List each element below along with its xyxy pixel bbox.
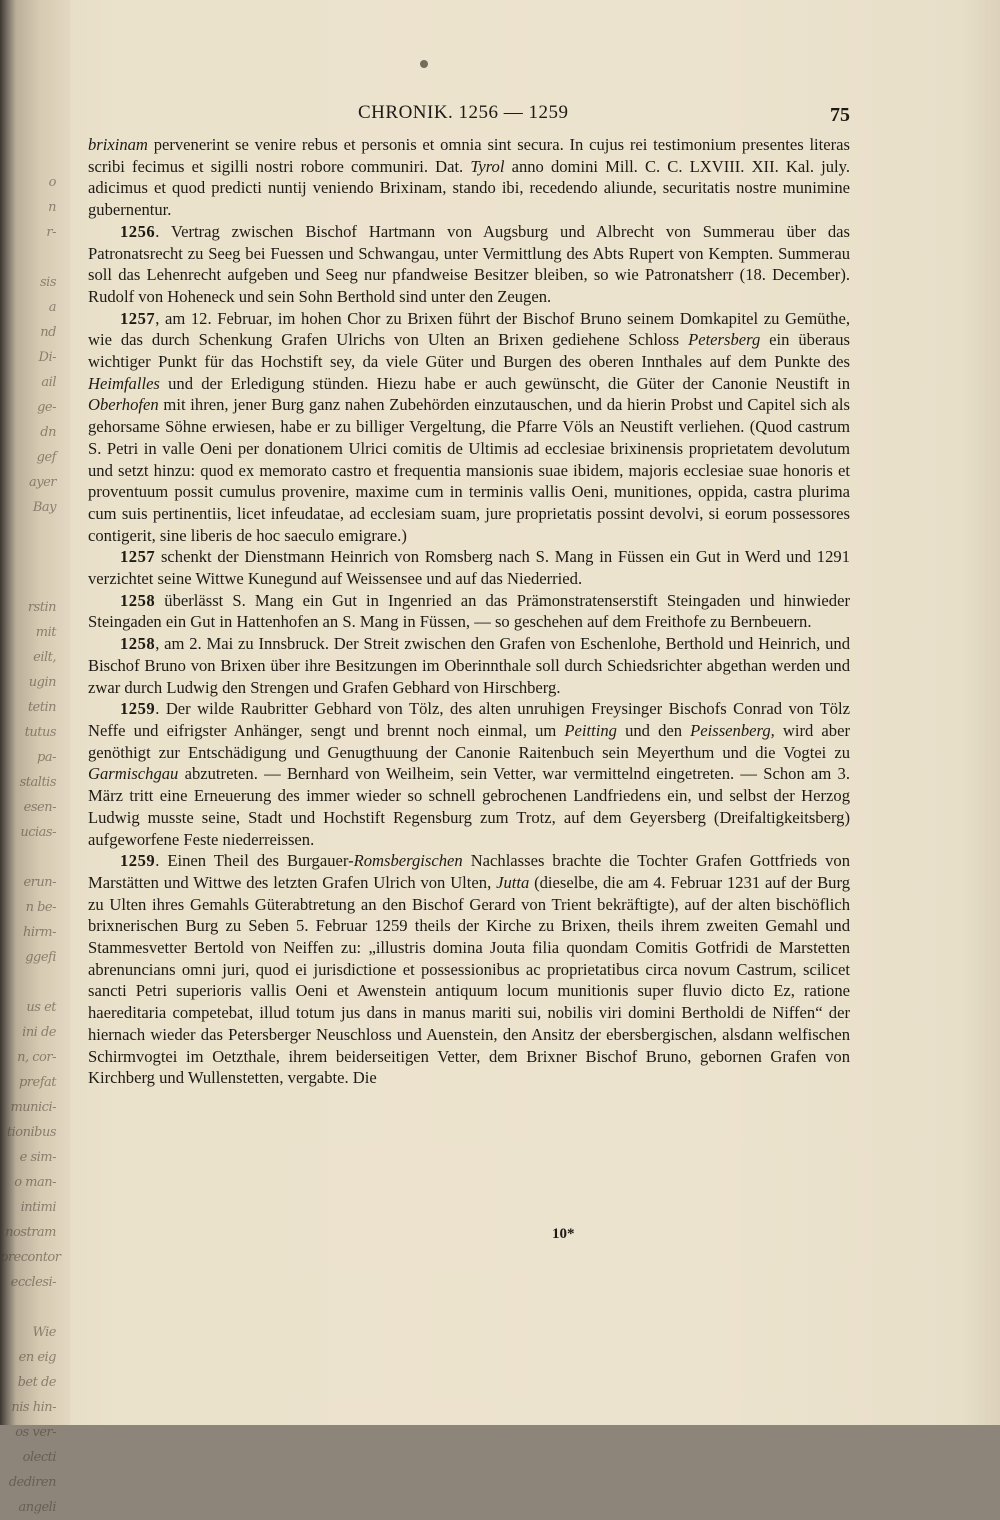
year-number: 1257 <box>120 547 156 567</box>
text-run: . Einen Theil des Burgauer- <box>155 851 354 871</box>
text-run: , am 2. Mai zu Innsbruck. Der Streit zwischen den Grafen von Eschenlohe, Berthold und Heinrich, und Bischof Bruno von Brixen über ihre Besitzungen im Oberinnthale soll durch Schiedsrichter abgethan werden und zwar durch Ludwig den Strengen und Grafen Gebhard von Hirschberg. <box>88 634 850 697</box>
margin-fragment: n be- <box>25 900 56 915</box>
page-number: 75 <box>830 104 850 126</box>
margin-fragment: mit <box>35 625 56 640</box>
margin-fragment: nd <box>40 325 56 340</box>
text-run: und der Erledigung stünden. Hiezu habe er auch gewünscht, die Güter der Canonie Neustift in <box>159 373 850 393</box>
text-run: . Der wilde Raubritter Gebhard von Tölz, des alten unruhigen Freysinger Bischofs Conrad von Tölz Neffe und eifrigster Anhänger, sengt und brennt noch einmal, um <box>88 699 850 740</box>
paragraph <box>88 633 850 698</box>
margin-fragment: ge- <box>37 400 56 415</box>
book-gutter <box>0 0 70 1515</box>
margin-fragment: tutus <box>24 725 56 740</box>
text-run: Nachlasses brachte die Tochter Grafen Gottfrieds von Marstätten und Wittwe des letzten Grafen Ulrich von Ulten, <box>88 851 850 892</box>
italic-term: Peitting <box>564 720 617 740</box>
margin-fragment <box>0 570 62 595</box>
margin-fragment: munici- <box>10 1100 56 1115</box>
margin-fragment: ail <box>41 375 56 390</box>
margin-fragment <box>0 1295 62 1320</box>
margin-fragment: hirm- <box>23 925 56 940</box>
margin-fragment: rstin <box>27 600 56 615</box>
margin-fragment: ugin <box>28 675 56 690</box>
margin-fragment: ini de <box>22 1025 56 1040</box>
margin-fragment: e sim- <box>19 1150 56 1165</box>
year-number: 1259 <box>120 851 156 871</box>
paragraph <box>88 546 850 589</box>
margin-fragment: en eig <box>18 1350 56 1365</box>
margin-fragment: olecti <box>22 1450 56 1465</box>
margin-fragment: dn <box>40 425 56 440</box>
italic-term: Romsbergischen <box>353 851 463 871</box>
margin-fragment: Di- <box>38 350 56 365</box>
text-run: abzutreten. — Bernhard von Weilheim, sein Vetter, war vermittelnd eingetreten. — Schon am 3. März tritt eine Erneuerung des immer wieder so schnell gebrochenen Landfriedens ein, und selbst der Herzog Ludwig musste seine, Stadt und Hochstift Regensburg zum Trotz, auf dem Geyersberg (Dreifaltigkeitsberg) aufgeworfene Feste niederreissen. <box>88 764 850 849</box>
text-run: schenkt der Dienstmann Heinrich von Romsberg nach S. Mang in Füssen ein Gut in Werd und 1291 verzichtet seine Wittwe Kunegund auf Weissensee und auf das Niederried. <box>88 547 850 589</box>
book-page <box>88 100 850 1089</box>
year-number: 1259 <box>120 699 156 719</box>
margin-fragment: tetin <box>27 700 56 715</box>
margin-fragment: Wie <box>32 1325 56 1340</box>
margin-fragment: bet de <box>17 1375 56 1390</box>
margin-fragment <box>0 245 62 270</box>
text-run: , am 12. Februar, im hohen Chor zu Brixen führt der Bischof Bruno seinem Domkapitel zu Gemüthe, wie das durch Schenkung Grafen Ulrichs von Ulten an Brixen gediehene Schloss <box>88 308 850 350</box>
margin-fragment: us et <box>26 1000 56 1015</box>
text-run: und den <box>616 720 691 740</box>
running-header <box>88 100 850 134</box>
margin-fragment: Bay <box>32 500 56 515</box>
margin-fragment <box>0 970 62 995</box>
margin-fragment: n, cor- <box>17 1050 56 1065</box>
italic-term: Heimfalles <box>88 373 160 393</box>
year-number: 1258 <box>120 634 156 654</box>
margin-fragment: tionibus <box>6 1125 56 1140</box>
margin-fragment: prefat <box>18 1075 56 1090</box>
margin-fragment <box>0 520 62 545</box>
margin-fragment: precontor <box>0 1250 61 1265</box>
text-run: (dieselbe, die am 4. Februar 1231 auf der Burg zu Ulten ihres Gemahls Güterabtretung an den Bischof Gerard von Trient bekräftigte), auf der alten bischöflich brixnerischen Burg zu Seben 5. Februar 1259 theils der Kirche zu Brixen, theils ihrem zweiten Gemahl und Stammesvetter Bertold von Neiffen zu: „illustris domina Jouta filia quondam Comitis Gotfridi de Marstetten abrenuncians omni juri, quod ei jurisdictione et possessionibus ac proprietatibus circa novum Castrum, scilicet sancti Petri superioris vallis Oeni et Awenstein antiquum locum munitionis super fluvio dicto Ez, ratione haereditaria competebat, illud totum jus dans in manus mariti sui, nobilis viri domini Bertholdi de Niffen“ der hiernach wieder das Petersberger Neuschloss und Auenstein, den Ansitz der ebersbergischen, alsdann welfischen Schirmvogtei im Oetzthale, ihrem beiderseitigen Vetter, dem Brixner Bischof Bruno, gebornen Grafen von Kirchberg und Wullenstetten, vergabte. Die <box>88 872 850 1088</box>
margin-fragment: r- <box>46 225 56 240</box>
margin-fragment: angeli <box>18 1500 56 1515</box>
italic-term: Petersberg <box>688 330 761 350</box>
italic-term: Jutta <box>496 872 530 892</box>
margin-fragment: ggefi <box>25 950 56 965</box>
margin-fragment: intimi <box>20 1200 56 1215</box>
margin-fragment: ayer <box>28 475 56 490</box>
margin-fragment: o <box>48 175 56 190</box>
paragraph <box>88 590 850 633</box>
paragraph <box>88 134 850 221</box>
italic-term: brixinam <box>88 135 148 154</box>
ink-speck <box>420 60 428 68</box>
paragraph <box>88 221 850 308</box>
text-run: ein überaus wichtiger Punkt für das Hochstift sey, da viele Güter und Burgen des oberen Innthales auf dem Punkte des <box>88 330 850 372</box>
margin-fragment: ucias- <box>20 825 56 840</box>
text-run: mit ihren, jener Burg ganz nahen Zubehörden einzutauschen, und da hierin Probst und Capitel sich als gehorsame Söhne erwiesen, habe er zu billiger Vergeltung, die Pfarre Völs an Neustift verliehen. (Quod castrum S. Petri in valle Oeni per donationem Ulrici comitis de Ultimis ad ecclesiae brixinensis proprietatem devolutum und setzt hinzu: quod ex memorato castro et frequentia mansionis suae ibidem, majoris ecclesiae suae honoris et proventuum possit cumulus provenire, maxime cum in terminis vallis Oeni, munitiones, oppida, castra plurima cum suis pertinentiis, licet infeudatae, ad ecclesiam suam, jure proprietatis possint devolvi, si eorum possessores contigerit, sine liberis de hoc saeculo emigrare.) <box>88 395 850 545</box>
header-title: CHRONIK. 1256 — 1259 <box>358 102 569 123</box>
paragraph <box>88 850 850 1089</box>
margin-fragment: n <box>48 200 56 215</box>
margin-fragment: ecclesi- <box>10 1275 56 1290</box>
italic-term: Peissenberg, <box>690 720 775 740</box>
italic-term: Tyrol <box>470 156 505 176</box>
margin-fragment: nostram <box>5 1225 56 1240</box>
paragraph <box>88 698 850 850</box>
margin-fragment <box>0 545 62 570</box>
margin-fragment: os ver- <box>15 1425 56 1440</box>
text-run: überlässt S. Mang ein Gut in Ingenried an das Prämonstratenserstift Steingaden und hinwieder Steingaden ein Gut in Hattenhofen an S. Mang in Füssen, — so geschehen auf dem Freithofe zu Bernbeuern. <box>88 590 850 632</box>
margin-fragment: dediren <box>8 1475 56 1490</box>
text-run: wird aber genöthigt zur Entschädigung und Genugthuung der Canonie Raitenbuch sein Meyerthum und die Vogtei zu <box>88 720 850 762</box>
margin-fragment: nis hin- <box>11 1400 56 1415</box>
margin-fragment: o man- <box>14 1175 56 1190</box>
text-run: pervenerint se venire rebus et personis et omnia sint secura. In cujus rei testimonium presentes literas scribi fecimus et sigilli nostri robore communiri. Dat. <box>88 135 850 176</box>
margin-fragment: erun- <box>23 875 56 890</box>
page-body <box>88 134 850 1089</box>
signature-mark: 10* <box>552 1226 575 1242</box>
margin-fragment: gef <box>36 450 56 465</box>
margin-fragment: eilt, <box>33 650 56 665</box>
paragraph <box>88 308 850 547</box>
italic-term: Garmischgau <box>88 764 179 784</box>
year-number: 1256 <box>120 221 156 241</box>
italic-term: Oberhofen <box>88 395 159 415</box>
margin-fragment: staltis <box>19 775 56 790</box>
year-number: 1257 <box>120 308 156 328</box>
year-number: 1258 <box>120 590 156 610</box>
text-run: anno domini Mill. C. C. LXVIII. XII. Kal. july. adicimus et quod predicti nuntij veniendo Brixinam, stando ibi, recedendo aliunde, securitatis nostre munimine gubernentur. <box>88 156 850 220</box>
margin-fragment <box>0 845 62 870</box>
text-run: . Vertrag zwischen Bischof Hartmann von Augsburg und Albrecht von Summerau über das Patronatsrecht zu Seeg bei Fuessen und Schwangau, unter Vermittlung des Abts Rupert von Kempten. Summerau soll das Lehenrecht aufgeben und Seeg nur pfandweise Besitzer bleiben, so wie Patronatsherr (18. December). Rudolf von Hoheneck und sein Sohn Berthold sind unter den Zeugen. <box>88 221 850 306</box>
margin-fragment: a <box>48 300 56 315</box>
margin-fragment: pa- <box>37 750 56 765</box>
margin-fragment: sis <box>39 275 56 290</box>
left-margin-fragments <box>0 170 62 1520</box>
margin-fragment: esen- <box>23 800 56 815</box>
